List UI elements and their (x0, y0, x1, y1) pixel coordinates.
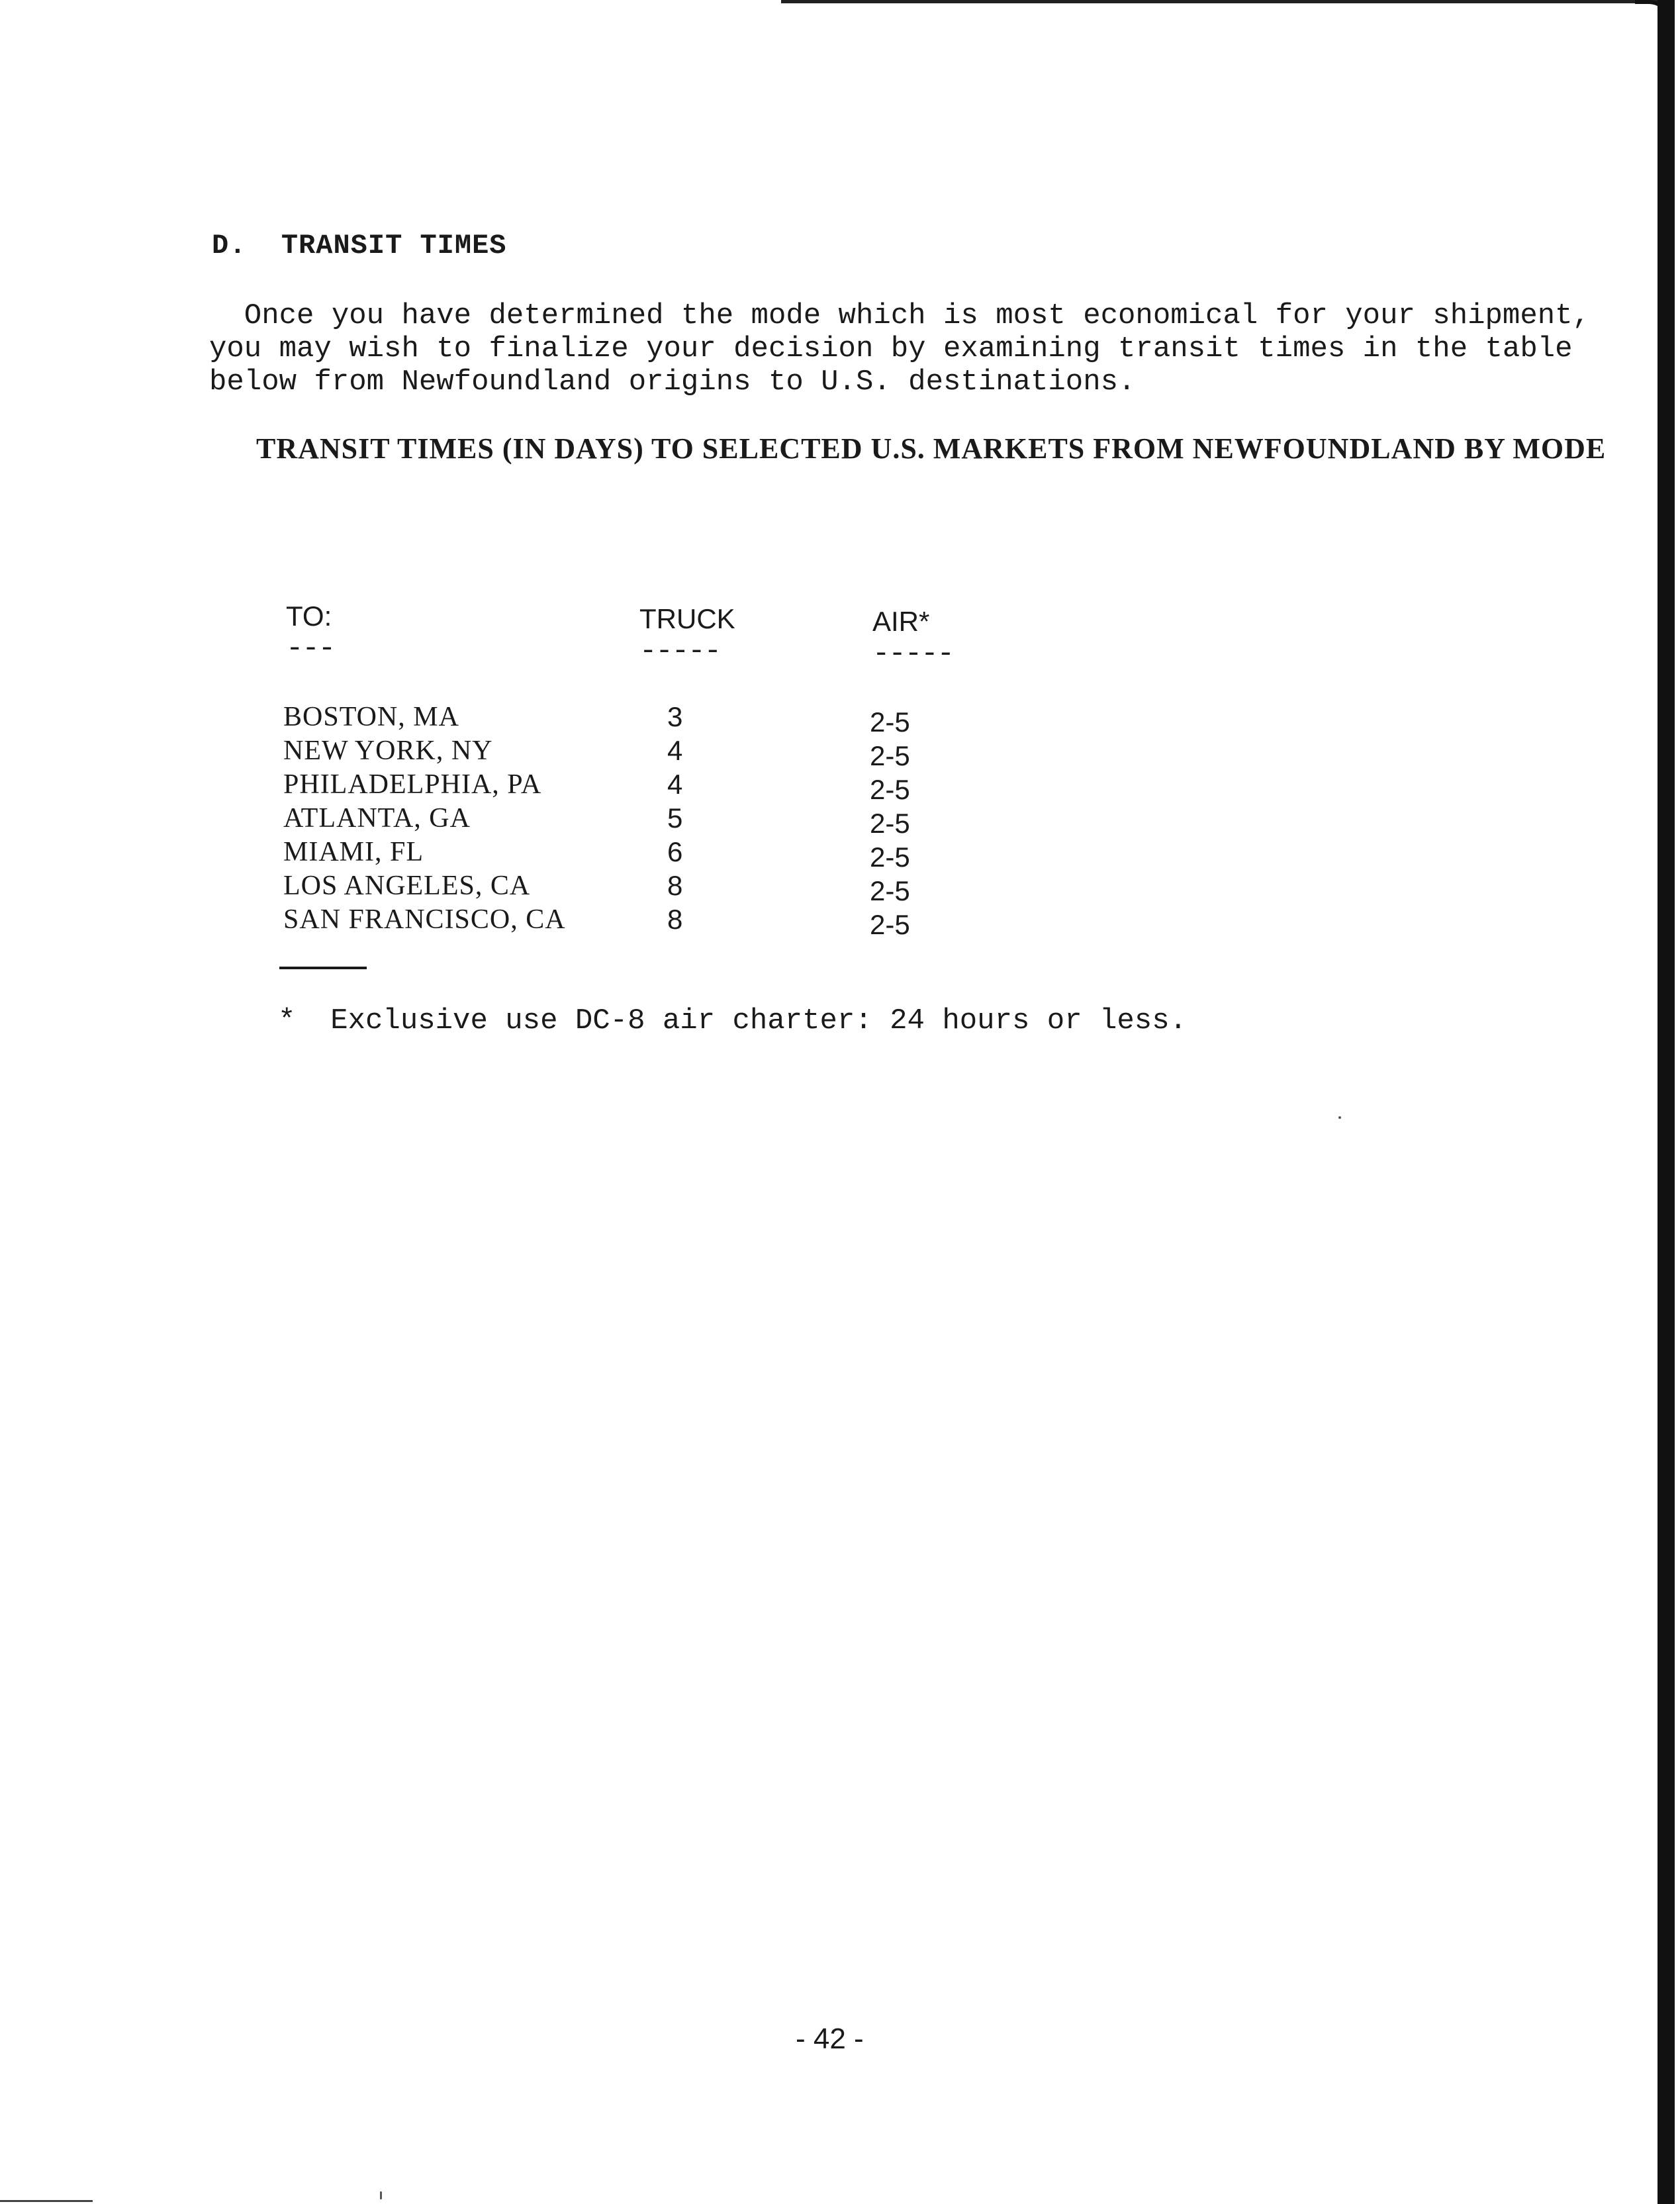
city-cell: NEW YORK, NY (283, 736, 493, 766)
truck-days-cell: 8 (667, 904, 683, 935)
column-header-to: TO: (286, 600, 332, 632)
table-row (0, 838, 1680, 872)
section-title: TRANSIT TIMES (281, 230, 507, 262)
scan-edge-right-margin (1675, 0, 1680, 2204)
table-row (0, 737, 1680, 771)
truck-days-cell: 4 (667, 735, 683, 766)
table-row (0, 872, 1680, 906)
table-row (0, 771, 1680, 804)
table-title: TRANSIT TIMES (IN DAYS) TO SELECTED U.S. MARKETS FROM NEWFOUNDLAND BY MODE (256, 432, 1607, 465)
air-days-cell: 2-5 (870, 841, 910, 873)
column-header-truck: TRUCK (639, 603, 735, 634)
air-days-cell: 2-5 (870, 808, 910, 839)
table-row (0, 804, 1680, 838)
air-days-cell: 2-5 (870, 875, 910, 906)
scan-edge-right (1657, 0, 1675, 2204)
truck-days-cell: 3 (667, 701, 683, 732)
column-header-air: AIR* (872, 606, 930, 637)
truck-days-cell: 6 (667, 836, 683, 867)
column-underline-truck: ----- (639, 635, 721, 668)
intro-line: below from Newfoundland origins to U.S. destinations. (209, 365, 1136, 399)
air-days-cell: 2-5 (870, 706, 910, 738)
truck-days-cell: 5 (667, 802, 683, 834)
city-cell: ATLANTA, GA (283, 803, 471, 834)
page-number: - 42 - (796, 2023, 864, 2055)
city-cell: BOSTON, MA (283, 702, 459, 732)
column-underline-air: ----- (872, 638, 954, 671)
air-days-cell: 2-5 (870, 740, 910, 771)
air-days-cell: 2-5 (870, 774, 910, 805)
table-row (0, 906, 1680, 939)
city-cell: PHILADELPHIA, PA (283, 769, 542, 800)
intro-paragraph (209, 299, 1590, 399)
table-row (0, 703, 1680, 737)
footnote-rule (279, 967, 367, 969)
city-cell: SAN FRANCISCO, CA (283, 904, 566, 935)
city-cell: MIAMI, FL (283, 837, 424, 867)
city-cell: LOS ANGELES, CA (283, 871, 531, 901)
intro-line: you may wish to finalize your decision by examining transit times in the table (209, 332, 1573, 365)
scan-edge-top (781, 0, 1680, 3)
section-label: D. (212, 230, 247, 262)
footnote: * Exclusive use DC-8 air charter: 24 hours or less. (278, 1004, 1188, 1037)
truck-days-cell: 4 (667, 769, 683, 800)
truck-days-cell: 8 (667, 870, 683, 901)
scan-speck (1338, 1116, 1341, 1119)
air-days-cell: 2-5 (870, 909, 910, 940)
column-underline-to: --- (286, 632, 335, 665)
intro-line: Once you have determined the mode which is most economical for your shipment, (209, 299, 1590, 332)
scan-speck (380, 2191, 382, 2199)
section-heading (212, 232, 507, 260)
scan-edge-bottom (0, 2200, 93, 2202)
